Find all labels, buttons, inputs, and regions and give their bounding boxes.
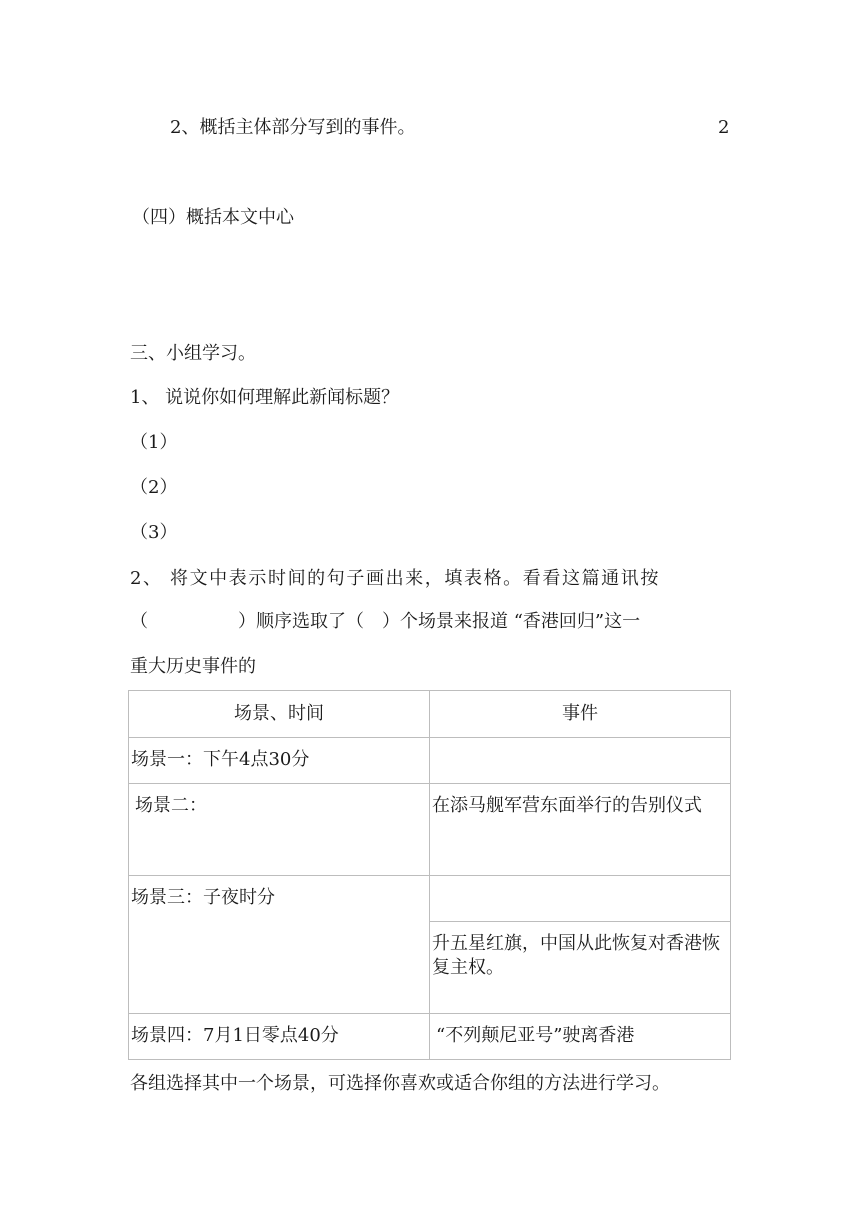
scene-table — [128, 690, 731, 1060]
header-event: 事件 — [430, 691, 731, 738]
answer-3: （3） — [130, 522, 178, 543]
table-row — [129, 784, 731, 876]
section-three-heading: 三、小组学习。 — [130, 343, 256, 364]
scene-cell: 场景三：子夜时分 — [129, 876, 430, 1014]
answer-2: （2） — [130, 477, 178, 498]
table-row — [129, 738, 731, 784]
scene-cell: 场景一：下午4点30分 — [129, 738, 430, 784]
question-1: 1、 说说你如何理解此新闻标题？ — [130, 387, 400, 408]
closing-instruction: 各组选择其中一个场景，可选择你喜欢或适合你组的方法进行学习。 — [130, 1073, 670, 1094]
scene-cell: 场景四：7月1日零点40分 — [129, 1014, 430, 1060]
header-scene-time: 场景、时间 — [129, 691, 430, 738]
event-cell[interactable] — [430, 738, 731, 784]
table-row — [129, 876, 731, 922]
event-cell: 升五星红旗，中国从此恢复对香港恢复主权。 — [430, 922, 731, 1014]
question-2-line-2: （ ）顺序选取了（ ）个场景来报道 “香港回归”这一 — [130, 611, 641, 632]
question-2-line-1: 2、 将文中表示时间的句子画出来，填表格。看看这篇通讯按 — [130, 568, 660, 589]
question-2-summary: 2、概括主体部分写到的事件。 — [170, 117, 416, 138]
event-cell: “不列颠尼亚号”驶离香港 — [430, 1014, 731, 1060]
event-cell[interactable] — [430, 876, 731, 922]
table-row — [129, 1014, 731, 1060]
table-header-row — [129, 691, 731, 738]
page-mark: 2 — [718, 117, 730, 138]
event-cell: 在添马舰军营东面举行的告别仪式 — [430, 784, 731, 876]
answer-1: （1） — [130, 432, 178, 453]
part-four-heading: （四）概括本文中心 — [132, 207, 294, 228]
question-2-line-3: 重大历史事件的 — [130, 656, 256, 677]
scene-cell: 场景二： — [129, 784, 430, 876]
